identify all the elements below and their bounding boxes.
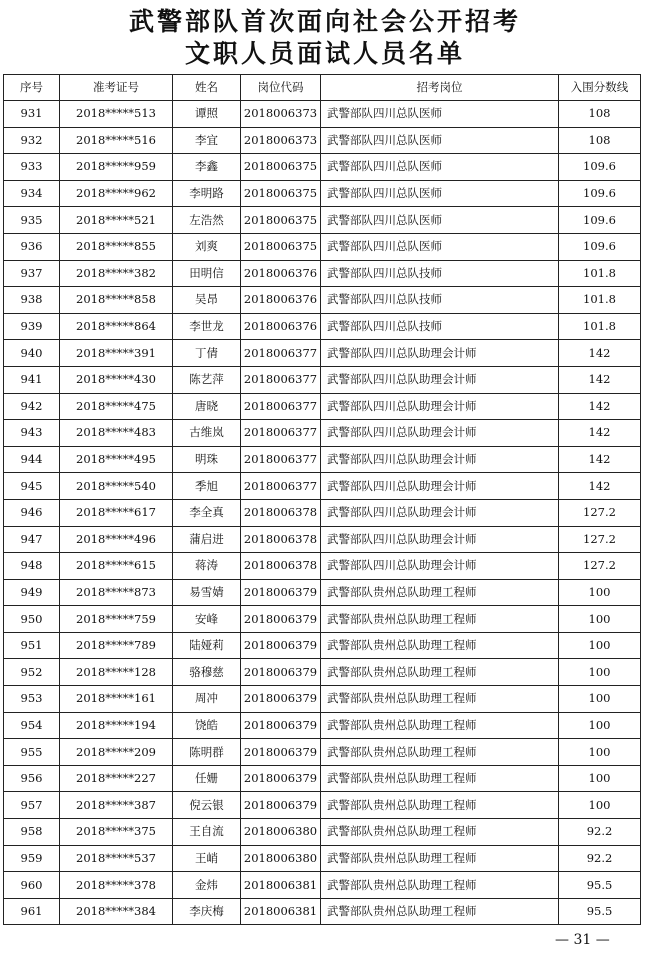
- cell-name: 明珠: [173, 446, 241, 473]
- cell-name: 蒋涛: [173, 553, 241, 580]
- cell-seq: 960: [4, 872, 60, 899]
- cell-name: 倪云银: [173, 792, 241, 819]
- cell-post: 武警部队四川总队技师: [321, 260, 559, 287]
- cell-post-code: 2018006377: [241, 446, 321, 473]
- cell-post-code: 2018006373: [241, 101, 321, 128]
- cell-post: 武警部队四川总队助理会计师: [321, 446, 559, 473]
- cell-exam-number: 2018*****617: [60, 499, 173, 526]
- cell-post: 武警部队四川总队医师: [321, 101, 559, 128]
- cell-seq: 951: [4, 632, 60, 659]
- cell-cutoff-score: 127.2: [559, 526, 641, 553]
- cell-seq: 934: [4, 180, 60, 207]
- cell-exam-number: 2018*****128: [60, 659, 173, 686]
- table-body: [4, 101, 641, 925]
- table-row: [4, 287, 641, 314]
- cell-cutoff-score: 100: [559, 579, 641, 606]
- cell-seq: 957: [4, 792, 60, 819]
- cell-post: 武警部队四川总队助理会计师: [321, 340, 559, 367]
- cell-exam-number: 2018*****483: [60, 420, 173, 447]
- cell-exam-number: 2018*****387: [60, 792, 173, 819]
- cell-post: 武警部队四川总队医师: [321, 180, 559, 207]
- cell-post: 武警部队贵州总队助理工程师: [321, 792, 559, 819]
- cell-post-code: 2018006376: [241, 260, 321, 287]
- cell-post: 武警部队四川总队技师: [321, 313, 559, 340]
- table-row: [4, 473, 641, 500]
- header-cutoff-score: 入围分数线: [559, 75, 641, 101]
- cell-post: 武警部队贵州总队助理工程师: [321, 686, 559, 713]
- cell-seq: 936: [4, 233, 60, 260]
- document-title-line2: 文职人员面试人员名单: [184, 39, 465, 68]
- cell-post: 武警部队贵州总队助理工程师: [321, 898, 559, 925]
- cell-exam-number: 2018*****384: [60, 898, 173, 925]
- table-header-row: [4, 75, 641, 101]
- cell-cutoff-score: 100: [559, 739, 641, 766]
- cell-name: 古维岚: [173, 420, 241, 447]
- cell-post-code: 2018006379: [241, 632, 321, 659]
- table-row: [4, 686, 641, 713]
- cell-exam-number: 2018*****537: [60, 845, 173, 872]
- cell-post-code: 2018006375: [241, 154, 321, 181]
- cell-cutoff-score: 109.6: [559, 207, 641, 234]
- cell-seq: 954: [4, 712, 60, 739]
- cell-exam-number: 2018*****209: [60, 739, 173, 766]
- table-row: [4, 101, 641, 128]
- cell-post-code: 2018006379: [241, 606, 321, 633]
- cell-cutoff-score: 108: [559, 127, 641, 154]
- cell-post: 武警部队四川总队助理会计师: [321, 420, 559, 447]
- cell-name: 饶皓: [173, 712, 241, 739]
- cell-name: 刘爽: [173, 233, 241, 260]
- page-number: — 31 —: [555, 932, 610, 948]
- cell-exam-number: 2018*****496: [60, 526, 173, 553]
- cell-post: 武警部队四川总队助理会计师: [321, 393, 559, 420]
- cell-post-code: 2018006380: [241, 845, 321, 872]
- cell-seq: 955: [4, 739, 60, 766]
- table-row: [4, 579, 641, 606]
- cell-post-code: 2018006380: [241, 819, 321, 846]
- cell-exam-number: 2018*****391: [60, 340, 173, 367]
- cell-cutoff-score: 142: [559, 446, 641, 473]
- table-row: [4, 233, 641, 260]
- cell-exam-number: 2018*****864: [60, 313, 173, 340]
- cell-post: 武警部队贵州总队助理工程师: [321, 712, 559, 739]
- cell-post-code: 2018006377: [241, 473, 321, 500]
- cell-name: 安峰: [173, 606, 241, 633]
- table-row: [4, 420, 641, 447]
- cell-post-code: 2018006379: [241, 792, 321, 819]
- interview-roster-table: [3, 74, 641, 925]
- cell-seq: 939: [4, 313, 60, 340]
- cell-name: 李庆梅: [173, 898, 241, 925]
- cell-cutoff-score: 142: [559, 366, 641, 393]
- cell-cutoff-score: 142: [559, 420, 641, 447]
- header-exam-number: 准考证号: [60, 75, 173, 101]
- cell-exam-number: 2018*****959: [60, 154, 173, 181]
- cell-name: 金炜: [173, 872, 241, 899]
- cell-cutoff-score: 100: [559, 712, 641, 739]
- table-row: [4, 845, 641, 872]
- cell-cutoff-score: 109.6: [559, 180, 641, 207]
- cell-name: 蒲启进: [173, 526, 241, 553]
- cell-name: 陈艺萍: [173, 366, 241, 393]
- table-row: [4, 366, 641, 393]
- header-seq: 序号: [4, 75, 60, 101]
- table-row: [4, 180, 641, 207]
- cell-post: 武警部队贵州总队助理工程师: [321, 819, 559, 846]
- cell-exam-number: 2018*****540: [60, 473, 173, 500]
- cell-post: 武警部队贵州总队助理工程师: [321, 659, 559, 686]
- cell-cutoff-score: 100: [559, 632, 641, 659]
- header-post-code: 岗位代码: [241, 75, 321, 101]
- cell-name: 吴昂: [173, 287, 241, 314]
- cell-exam-number: 2018*****962: [60, 180, 173, 207]
- cell-cutoff-score: 109.6: [559, 233, 641, 260]
- cell-cutoff-score: 100: [559, 686, 641, 713]
- cell-post-code: 2018006377: [241, 393, 321, 420]
- cell-post: 武警部队贵州总队助理工程师: [321, 632, 559, 659]
- cell-cutoff-score: 95.5: [559, 898, 641, 925]
- cell-name: 季旭: [173, 473, 241, 500]
- cell-post-code: 2018006378: [241, 526, 321, 553]
- cell-seq: 943: [4, 420, 60, 447]
- cell-name: 周冲: [173, 686, 241, 713]
- cell-post: 武警部队贵州总队助理工程师: [321, 845, 559, 872]
- cell-cutoff-score: 127.2: [559, 499, 641, 526]
- cell-seq: 959: [4, 845, 60, 872]
- cell-exam-number: 2018*****475: [60, 393, 173, 420]
- cell-post-code: 2018006379: [241, 686, 321, 713]
- cell-post-code: 2018006375: [241, 233, 321, 260]
- cell-post: 武警部队贵州总队助理工程师: [321, 872, 559, 899]
- cell-exam-number: 2018*****759: [60, 606, 173, 633]
- cell-post-code: 2018006379: [241, 765, 321, 792]
- cell-cutoff-score: 100: [559, 765, 641, 792]
- cell-seq: 949: [4, 579, 60, 606]
- cell-post-code: 2018006381: [241, 898, 321, 925]
- cell-seq: 946: [4, 499, 60, 526]
- table-row: [4, 872, 641, 899]
- cell-seq: 948: [4, 553, 60, 580]
- cell-seq: 958: [4, 819, 60, 846]
- cell-post-code: 2018006377: [241, 420, 321, 447]
- cell-post-code: 2018006373: [241, 127, 321, 154]
- table-row: [4, 606, 641, 633]
- cell-post-code: 2018006377: [241, 340, 321, 367]
- cell-exam-number: 2018*****873: [60, 579, 173, 606]
- table-row: [4, 340, 641, 367]
- cell-exam-number: 2018*****161: [60, 686, 173, 713]
- cell-post-code: 2018006376: [241, 313, 321, 340]
- table-row: [4, 207, 641, 234]
- table-row: [4, 553, 641, 580]
- cell-cutoff-score: 101.8: [559, 260, 641, 287]
- cell-seq: 937: [4, 260, 60, 287]
- cell-seq: 931: [4, 101, 60, 128]
- cell-post: 武警部队四川总队助理会计师: [321, 366, 559, 393]
- table-row: [4, 526, 641, 553]
- cell-exam-number: 2018*****194: [60, 712, 173, 739]
- cell-exam-number: 2018*****382: [60, 260, 173, 287]
- cell-cutoff-score: 95.5: [559, 872, 641, 899]
- cell-cutoff-score: 142: [559, 393, 641, 420]
- cell-seq: 956: [4, 765, 60, 792]
- cell-name: 谭照: [173, 101, 241, 128]
- cell-post: 武警部队四川总队助理会计师: [321, 499, 559, 526]
- cell-seq: 952: [4, 659, 60, 686]
- cell-post: 武警部队四川总队助理会计师: [321, 553, 559, 580]
- cell-seq: 942: [4, 393, 60, 420]
- cell-name: 王自流: [173, 819, 241, 846]
- table-row: [4, 819, 641, 846]
- cell-post: 武警部队贵州总队助理工程师: [321, 579, 559, 606]
- cell-name: 田明信: [173, 260, 241, 287]
- cell-cutoff-score: 142: [559, 340, 641, 367]
- cell-exam-number: 2018*****378: [60, 872, 173, 899]
- cell-exam-number: 2018*****789: [60, 632, 173, 659]
- document-title-line1: 武警部队首次面向社会公开招考: [128, 7, 521, 36]
- cell-exam-number: 2018*****495: [60, 446, 173, 473]
- cell-post: 武警部队贵州总队助理工程师: [321, 739, 559, 766]
- table-row: [4, 792, 641, 819]
- table-row: [4, 659, 641, 686]
- table-row: [4, 898, 641, 925]
- header-post: 招考岗位: [321, 75, 559, 101]
- cell-post: 武警部队四川总队医师: [321, 127, 559, 154]
- table-row: [4, 393, 641, 420]
- cell-cutoff-score: 100: [559, 792, 641, 819]
- cell-cutoff-score: 92.2: [559, 819, 641, 846]
- table-row: [4, 127, 641, 154]
- cell-post-code: 2018006379: [241, 739, 321, 766]
- cell-exam-number: 2018*****516: [60, 127, 173, 154]
- cell-name: 左浩然: [173, 207, 241, 234]
- cell-name: 唐晓: [173, 393, 241, 420]
- cell-seq: 935: [4, 207, 60, 234]
- cell-seq: 961: [4, 898, 60, 925]
- cell-name: 任姗: [173, 765, 241, 792]
- table-row: [4, 313, 641, 340]
- header-name: 姓名: [173, 75, 241, 101]
- cell-post: 武警部队四川总队医师: [321, 154, 559, 181]
- cell-cutoff-score: 100: [559, 659, 641, 686]
- cell-name: 李全真: [173, 499, 241, 526]
- cell-exam-number: 2018*****615: [60, 553, 173, 580]
- table-row: [4, 260, 641, 287]
- cell-cutoff-score: 109.6: [559, 154, 641, 181]
- table-row: [4, 632, 641, 659]
- cell-name: 李明路: [173, 180, 241, 207]
- cell-name: 陆娅莉: [173, 632, 241, 659]
- cell-post: 武警部队四川总队助理会计师: [321, 473, 559, 500]
- cell-seq: 933: [4, 154, 60, 181]
- cell-exam-number: 2018*****513: [60, 101, 173, 128]
- cell-post-code: 2018006375: [241, 180, 321, 207]
- cell-name: 李世龙: [173, 313, 241, 340]
- cell-post-code: 2018006377: [241, 366, 321, 393]
- cell-post-code: 2018006379: [241, 579, 321, 606]
- cell-seq: 938: [4, 287, 60, 314]
- cell-exam-number: 2018*****521: [60, 207, 173, 234]
- cell-post: 武警部队四川总队医师: [321, 207, 559, 234]
- cell-seq: 950: [4, 606, 60, 633]
- cell-post-code: 2018006378: [241, 553, 321, 580]
- cell-post: 武警部队贵州总队助理工程师: [321, 765, 559, 792]
- cell-exam-number: 2018*****858: [60, 287, 173, 314]
- table-row: [4, 739, 641, 766]
- cell-cutoff-score: 108: [559, 101, 641, 128]
- cell-post-code: 2018006381: [241, 872, 321, 899]
- table-row: [4, 154, 641, 181]
- table-row: [4, 712, 641, 739]
- cell-post-code: 2018006379: [241, 659, 321, 686]
- cell-post: 武警部队四川总队医师: [321, 233, 559, 260]
- cell-seq: 940: [4, 340, 60, 367]
- cell-name: 王峭: [173, 845, 241, 872]
- cell-post: 武警部队四川总队技师: [321, 287, 559, 314]
- cell-cutoff-score: 92.2: [559, 845, 641, 872]
- cell-seq: 947: [4, 526, 60, 553]
- cell-seq: 944: [4, 446, 60, 473]
- cell-cutoff-score: 142: [559, 473, 641, 500]
- cell-post: 武警部队贵州总队助理工程师: [321, 606, 559, 633]
- table-row: [4, 446, 641, 473]
- cell-cutoff-score: 127.2: [559, 553, 641, 580]
- cell-exam-number: 2018*****227: [60, 765, 173, 792]
- cell-post-code: 2018006376: [241, 287, 321, 314]
- cell-seq: 932: [4, 127, 60, 154]
- cell-seq: 941: [4, 366, 60, 393]
- cell-name: 陈明群: [173, 739, 241, 766]
- cell-exam-number: 2018*****855: [60, 233, 173, 260]
- cell-seq: 945: [4, 473, 60, 500]
- cell-post-code: 2018006379: [241, 712, 321, 739]
- cell-cutoff-score: 101.8: [559, 313, 641, 340]
- cell-name: 骆穆慈: [173, 659, 241, 686]
- cell-post-code: 2018006378: [241, 499, 321, 526]
- table-row: [4, 499, 641, 526]
- cell-cutoff-score: 100: [559, 606, 641, 633]
- table-row: [4, 765, 641, 792]
- cell-name: 李宜: [173, 127, 241, 154]
- cell-exam-number: 2018*****430: [60, 366, 173, 393]
- cell-name: 易雪婧: [173, 579, 241, 606]
- cell-seq: 953: [4, 686, 60, 713]
- cell-name: 丁倩: [173, 340, 241, 367]
- cell-post-code: 2018006375: [241, 207, 321, 234]
- cell-cutoff-score: 101.8: [559, 287, 641, 314]
- cell-exam-number: 2018*****375: [60, 819, 173, 846]
- cell-post: 武警部队四川总队助理会计师: [321, 526, 559, 553]
- cell-name: 李鑫: [173, 154, 241, 181]
